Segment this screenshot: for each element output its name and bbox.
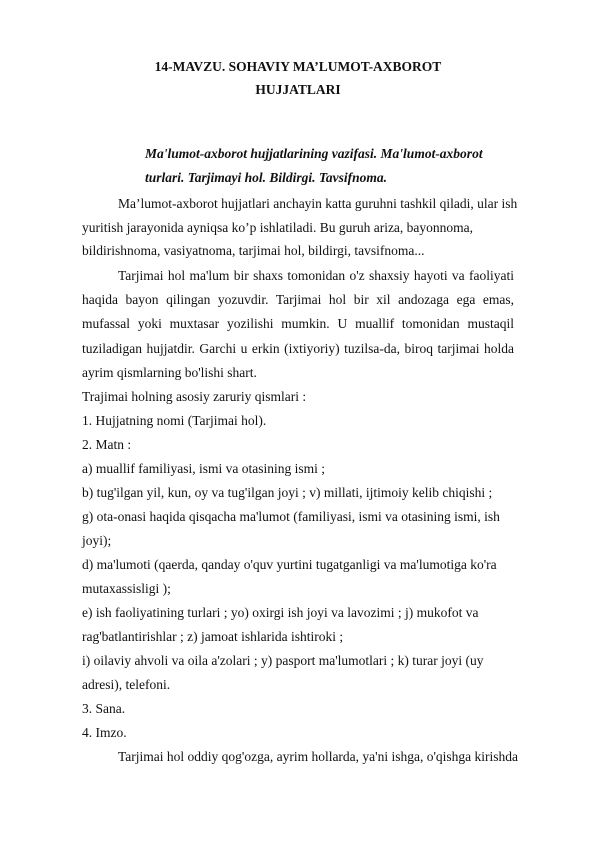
list-heading: Trajimai holning asosiy zaruriy qismlari :	[82, 389, 307, 404]
list-item: d) ma'lumoti (qaerda, qanday o'quv yurtini tugatganligi va ma'lumotiga ko'ra	[82, 557, 497, 572]
body-line: haqida bayon qilingan yozuvdir. Tarjimai hol bir xil andozaga ega emas,	[82, 292, 514, 307]
list-item: 4. Imzo.	[82, 725, 127, 740]
body-line: ayrim qismlarning bo'lishi shart.	[82, 365, 257, 380]
list-item: 1. Hujjatning nomi (Tarjimai hol).	[82, 413, 267, 428]
list-item: joyi);	[82, 533, 112, 548]
list-item: b) tug'ilgan yil, kun, oy va tug'ilgan joyi ; v) millati, ijtimoiy kelib chiqishi ;	[82, 485, 493, 500]
document-title-line-2: HUJJATLARI	[255, 82, 341, 97]
list-item: i) oilaviy ahvoli va oila a'zolari ; y) pasport ma'lumotlari ; k) turar joyi (uy	[82, 653, 484, 668]
list-item: mutaxassisligi );	[82, 581, 171, 596]
body-line: Tarjimai hol oddiy qog'ozga, ayrim hollarda, ya'ni ishga, o'qishga kirishda	[118, 749, 519, 764]
list-item: e) ish faoliyatining turlari ; yo) oxirgi ish joyi va lavozimi ; j) mukofot va	[82, 605, 479, 620]
body-line: Tarjimai hol ma'lum bir shaxs tomonidan o'z shaxsiy hayoti va faoliyati	[118, 268, 514, 283]
body-line: tuziladigan hujjatdir. Garchi u erkin (ixtiyoriy) tuzilsa-da, biroq tarjimai holda	[82, 341, 514, 356]
body-line: yuritish jarayonida ayniqsa ko’p ishlatiladi. Bu guruh ariza, bayonnoma,	[82, 220, 474, 235]
list-item: g) ota-onasi haqida qisqacha ma'lumot (familiyasi, ismi va otasining ismi, ish	[82, 509, 500, 524]
subtitle-line-2: turlari. Tarjimayi hol. Bildirgi. Tavsifnoma.	[145, 170, 388, 185]
list-item: rag'batlantirishlar ; z) jamoat ishlarida ishtiroki ;	[82, 629, 344, 644]
body-line: mufassal yoki muxtasar yozilishi mumkin. U muallif tomonidan mustaqil	[82, 316, 514, 331]
subtitle-line-1: Ma'lumot-axborot hujjatlarining vazifasi. Ma'lumot-axborot	[145, 146, 483, 161]
list-item: a) muallif familiyasi, ismi va otasining ismi ;	[82, 461, 325, 476]
body-line: bildirishnoma, vasiyatnoma, tarjimai hol, bildirgi, tavsifnoma...	[82, 243, 425, 258]
list-item: 2. Matn :	[82, 437, 132, 452]
body-line: Ma’lumot-axborot hujjatlari anchayin katta guruhni tashkil qiladi, ular ish	[118, 196, 518, 211]
list-item: adresi), telefoni.	[82, 677, 171, 692]
list-item: 3. Sana.	[82, 701, 126, 716]
document-title-line-1: 14-MAVZU. SOHAVIY MA’LUMOT-AXBOROT	[154, 59, 442, 74]
